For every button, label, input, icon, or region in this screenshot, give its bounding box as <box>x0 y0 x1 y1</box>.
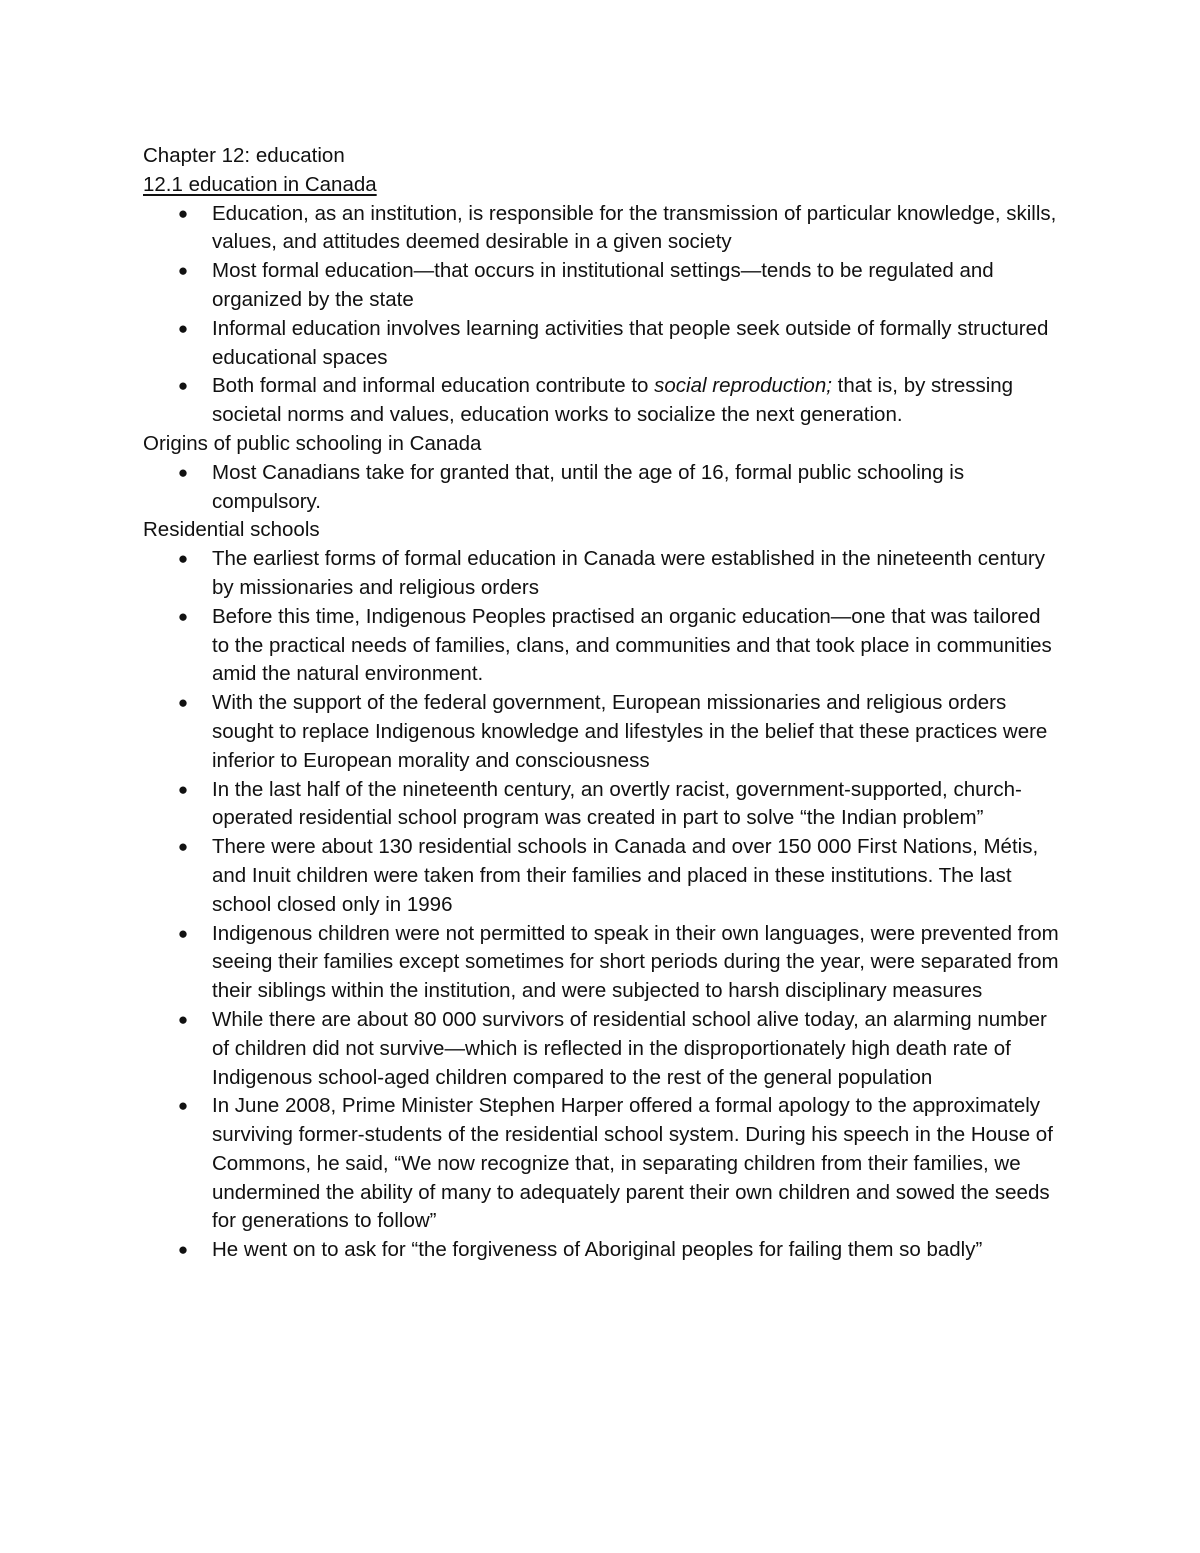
bullet-icon <box>173 372 193 401</box>
bullet-icon <box>173 1236 193 1265</box>
bullet-icon <box>173 545 193 574</box>
list-item <box>143 920 1063 1006</box>
bullet-icon <box>173 920 193 949</box>
list-item-text: The earliest forms of formal education in Canada were established in the nineteenth century by missionaries and religious orders <box>212 547 1046 599</box>
list-item-text: There were about 130 residential schools in Canada and over 150 000 First Nations, Métis, and Inuit children were taken from their families and placed in these institutions. The last school closed only in 1996 <box>212 835 1039 916</box>
list-item <box>143 1006 1063 1092</box>
document-page <box>143 142 1063 1265</box>
bullet-icon <box>173 833 193 862</box>
bullet-list-origins-of-public-schooling <box>143 459 1063 517</box>
list-item <box>143 459 1063 517</box>
list-item-text: Education, as an institution, is responsible for the transmission of particular knowledge, skills, values, and attitudes deemed desirable in a given society <box>212 201 1057 254</box>
bullet-icon <box>173 459 193 488</box>
list-item-text: While there are about 80 000 survivors of residential school alive today, an alarming number of children did not survive—which is reflected in the disproportionately high death rate of Indigenous school-aged children compared to the rest of the general population <box>212 1007 1047 1089</box>
bullet-icon <box>173 689 193 718</box>
list-item-text: In the last half of the nineteenth century, an overtly racist, government-supported, church-operated residential school program was created in part to solve “the Indian problem” <box>212 777 1022 830</box>
list-item-text <box>212 372 1063 430</box>
list-item-text: Indigenous children were not permitted to speak in their own languages, were prevented from seeing their families except sometimes for short periods during the year, were separated from their siblings within the institution, and were subjected to harsh disciplinary measures <box>212 921 1059 1003</box>
bullet-icon <box>173 315 193 344</box>
list-item-text: Before this time, Indigenous Peoples practised an organic education—one that was tailored to the practical needs of families, clans, and communities and that took place in communities amid the natural environment. <box>212 604 1052 686</box>
section-heading-residential-schools: Residential schools <box>143 518 320 542</box>
bullet-icon <box>173 257 193 286</box>
list-item-text: In June 2008, Prime Minister Stephen Harper offered a formal apology to the approximately surviving former-students of the residential school system. During his speech in the House of Commons, he said, “We now recognize that, in separating children from their families, we undermined the ability of many to adequately parent their own children and sowed the seeds for generations to follow” <box>212 1094 1053 1233</box>
list-item <box>143 315 1063 373</box>
list-item-text: He went on to ask for “the forgiveness of Aboriginal peoples for failing them so badly” <box>212 1238 983 1262</box>
section-heading-origins-of-public-schooling: Origins of public schooling in Canada <box>143 431 482 455</box>
list-item <box>143 200 1063 258</box>
list-item <box>143 1236 1063 1265</box>
list-item-text-part: that is, by stressing societal norms and values, education works to socialize the next generation. <box>212 374 1014 427</box>
list-item-text: With the support of the federal government, European missionaries and religious orders sought to replace Indigenous knowledge and lifestyles in the belief that these practices were inferior to European morality and consciousness <box>212 691 1048 772</box>
bullet-icon <box>173 1006 193 1035</box>
bullet-icon <box>173 603 193 632</box>
list-item <box>143 257 1063 315</box>
section-heading-education-in-canada: 12.1 education in Canada <box>143 172 377 196</box>
list-item <box>143 545 1063 603</box>
list-item <box>143 372 1063 430</box>
bullet-list-residential-schools <box>143 545 1063 1265</box>
italic-term-social-reproduction: social reproduction; <box>654 374 832 398</box>
bullet-icon <box>173 1092 193 1121</box>
list-item <box>143 1092 1063 1236</box>
list-item-text: Most formal education—that occurs in institutional settings—tends to be regulated and organized by the state <box>212 259 994 311</box>
list-item <box>143 776 1063 834</box>
bullet-list-education-in-canada <box>143 200 1063 430</box>
list-item-text: Most Canadians take for granted that, until the age of 16, formal public schooling is compulsory. <box>212 460 965 513</box>
list-item <box>143 689 1063 775</box>
list-item <box>143 833 1063 919</box>
chapter-title: Chapter 12: education <box>143 144 345 167</box>
bullet-icon <box>173 200 193 229</box>
list-item-text-part: Both formal and informal education contribute to <box>212 374 655 398</box>
list-item-text: Informal education involves learning activities that people seek outside of formally structured educational spaces <box>212 316 1049 369</box>
bullet-icon <box>173 776 193 805</box>
list-item <box>143 603 1063 689</box>
